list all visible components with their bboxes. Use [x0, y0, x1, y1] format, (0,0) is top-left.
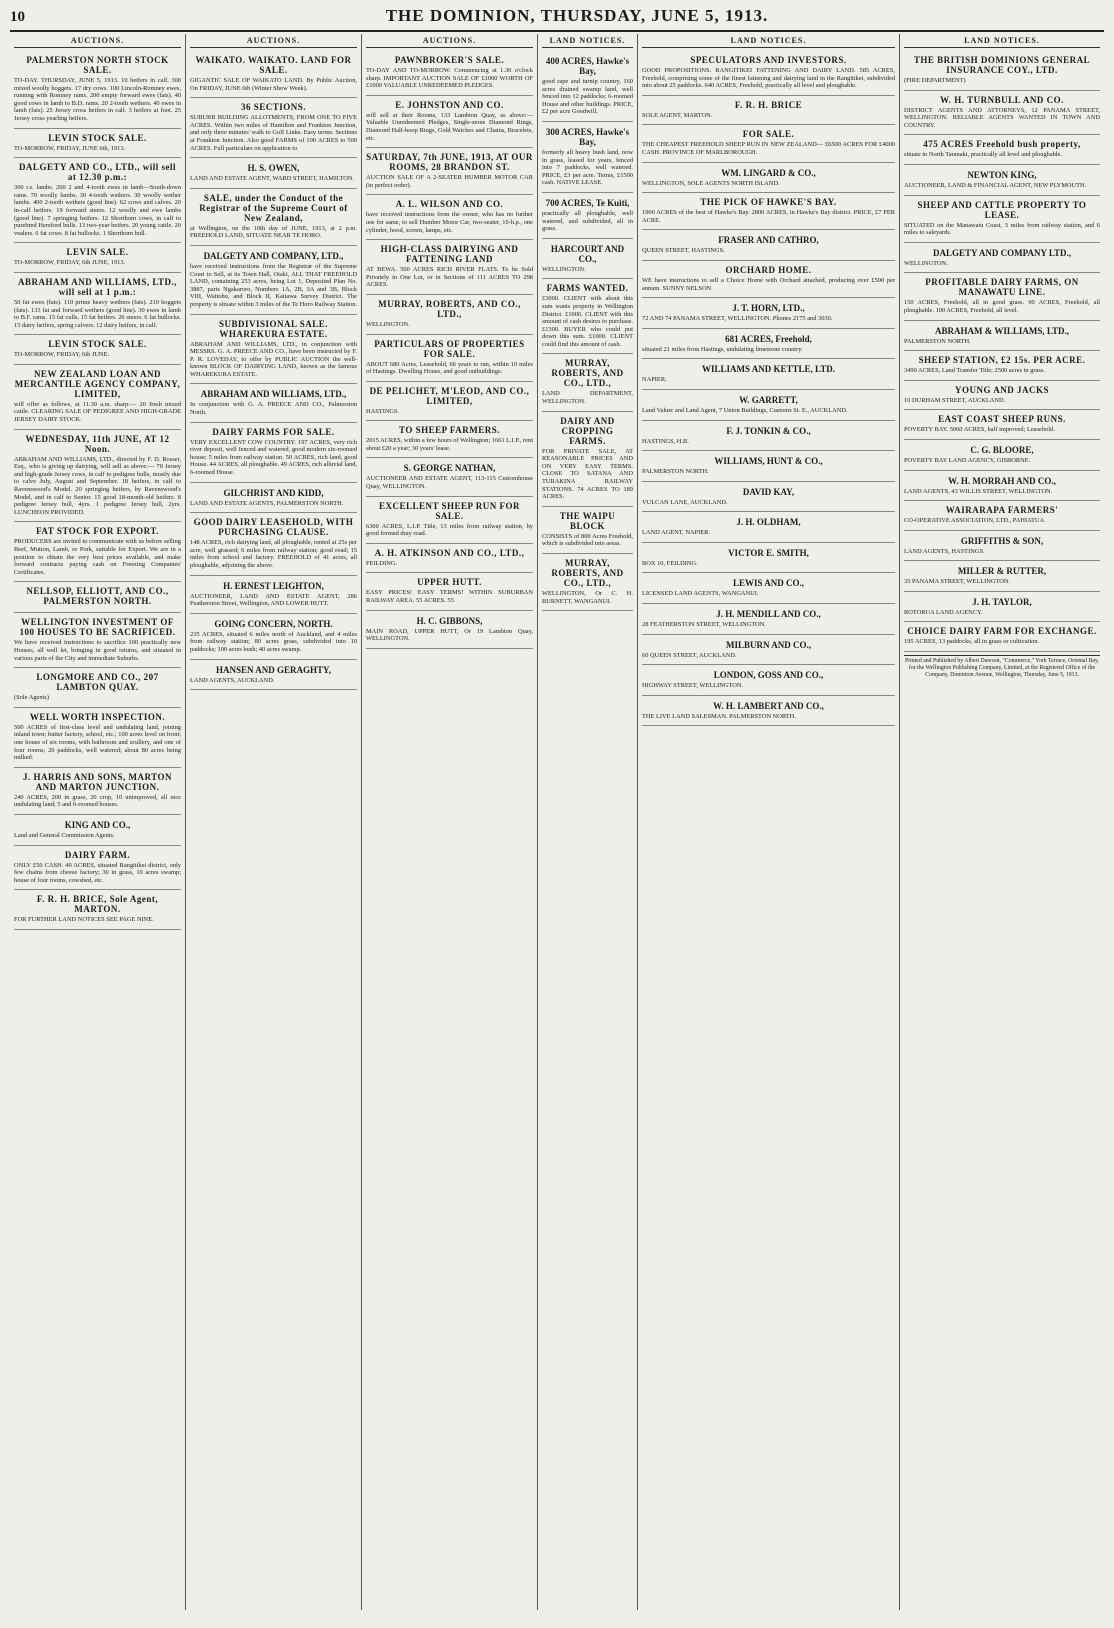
advertisement	[904, 531, 1100, 562]
ad-title: NELLSOP, ELLIOTT, AND CO., PALMERSTON NORTH.	[26, 586, 169, 607]
ad-title: DE PELICHET, M'LEOD, AND CO., LIMITED,	[369, 385, 530, 406]
advertisement	[366, 51, 533, 96]
ad-body: WELLINGTON, SOLE AGENTS NORTH ISLAND.	[642, 179, 780, 187]
ad-title: WELL WORTH INSPECTION.	[29, 711, 166, 722]
ad-body: 150 ACRES, Freehold, all in good grass. 90 ACRES, Freehold, all ploughable. 100 ACRES, Freehold, all level.	[904, 299, 1100, 314]
advertisement	[904, 561, 1100, 592]
ad-title: SUBDIVISIONAL SALE. WHAREKURA ESTATE.	[218, 318, 329, 339]
ad-title: TO SHEEP FARMERS.	[399, 425, 500, 436]
ad-body: In conjunction with G. A. PREECE AND CO., Palmerston North.	[190, 401, 357, 417]
ad-title: J. T. HORN, LTD.,	[732, 303, 805, 314]
ad-title: J. H. TAYLOR,	[972, 596, 1032, 607]
advertisement	[190, 660, 357, 691]
advertisement	[366, 458, 533, 496]
advertisement	[366, 573, 533, 610]
ad-body: SITUATED on the Manawatu Coast, 3 miles from railway station, and 6 miles to saleyards.	[904, 221, 1100, 237]
ad-title: VICTOR E. SMITH,	[728, 547, 809, 558]
ad-body: CONSISTS of 800 Acres Freehold, which is subdivided into areas.	[542, 532, 633, 548]
ad-title: DALGETY AND COMPANY, LTD.,	[203, 250, 344, 261]
advertisement	[542, 279, 633, 354]
ad-title: HANSEN AND GERAGHTY,	[216, 664, 331, 675]
ad-title: LEWIS AND CO.,	[732, 578, 804, 589]
ad-title: DAIRY AND CROPPING FARMS.	[560, 415, 615, 446]
ad-body: POVERTY BAY LAND AGENCY, GISBORNE.	[904, 456, 1031, 464]
imprint-footer: Printed and Published by Albert Dawson, "Commerce," York Terrace, Oriental Bay, for the Wellington Publishing Company, Limited, at the Registered Office of the Company, Dominion Avenue, Wellington, Thursday, June 5, 1913.	[904, 655, 1100, 679]
advertisement	[542, 507, 633, 554]
advertisement	[542, 412, 633, 507]
advertisement	[904, 273, 1100, 320]
ad-title: HIGH-CLASS DAIRYING AND FATTENING LAND	[380, 244, 519, 265]
ad-title: PROFITABLE DAIRY FARMS, ON MANAWATU LINE.	[925, 277, 1079, 298]
ad-body: VULCAN LANE, AUCKLAND.	[642, 498, 728, 506]
ad-title: SATURDAY, 7th JUNE, 1913, AT OUR ROOMS, 28 BRANDON ST.	[366, 152, 533, 173]
advertisement	[14, 51, 181, 129]
ad-title: W. H. TURNBULL AND CO.	[940, 94, 1064, 105]
ad-body: SUBURB BUILDING ALLOTMENTS, FROM ONE TO FIVE ACRES. Within two miles of Hamilton and Frankton Junction, and only three minutes' walk to Golf Links. Easy terms. Sections at Frankton Junction. Also good FARMS of 100 ACRES to 500 ACRES. Full particulars on application to	[190, 114, 357, 152]
advertisement	[642, 696, 895, 727]
advertisement	[642, 543, 895, 574]
ad-body: 50 fat ewes (fats). 110 prime heavy wethers (fats). 210 hoggets (fats). 133 fat and forward wethers (good line). 30 ewes in lamb to B.F. rams. 15 fat culls. 15 fat heifers. 26 steers. 6 fat bullocks. 15 dairy heifers, spring calvers. 12 dairy heifers, in calf.	[14, 298, 181, 329]
advertisement	[14, 430, 181, 523]
ad-title: FOR SALE.	[742, 129, 795, 140]
ad-body: LICENSED LAND AGENTS, WANGANUI.	[642, 590, 759, 598]
ad-title: THE PICK OF HAWKE'S BAY.	[700, 197, 837, 208]
column-heading: AUCTIONS.	[190, 34, 357, 48]
ad-body: WELLINGTON.	[904, 259, 948, 267]
ad-title: J. H. MENDILL AND CO.,	[716, 609, 821, 620]
ad-title: H. S. OWEN,	[247, 163, 300, 174]
column-5	[638, 34, 900, 1610]
advertisement	[642, 96, 895, 126]
ad-title: ABRAHAM & WILLIAMS, LTD.,	[934, 325, 1070, 336]
ad-title: MURRAY, ROBERTS, AND CO., LTD.,	[551, 558, 624, 588]
ad-body: TO-MORROW, FRIDAY, 6th JUNE.	[14, 351, 110, 359]
advertisement	[904, 91, 1100, 136]
ad-title: F. R. H. BRICE, Sole Agent, MARTON.	[36, 894, 159, 915]
ad-body: DISTRICT AGENTS AND ATTORNEYS, 12 PANAMA STREET, WELLINGTON. RELIABLE AGENTS WANTED IN TOWN AND COUNTRY.	[904, 106, 1100, 129]
advertisement	[642, 359, 895, 390]
advertisement	[642, 125, 895, 162]
ad-title: NEWTON KING,	[967, 169, 1037, 180]
advertisement	[366, 148, 533, 195]
ad-body: WE have instructions to sell a Choice Home with Orchard attached, producing over £500 per annum. SUNNY NELSON	[642, 276, 895, 292]
advertisement	[642, 163, 895, 194]
ad-title: 700 ACRES, Te Kuiti,	[545, 197, 630, 208]
advertisement	[642, 665, 895, 696]
advertisement	[642, 390, 895, 421]
ad-title: SPECULATORS AND INVESTORS.	[690, 55, 847, 65]
ad-body: 240 ACRES, 200 in grass, 20 crop, 10 unimproved, all nice undulating land; 5 and 6-roomed houses.	[14, 793, 181, 809]
advertisement	[190, 384, 357, 422]
ad-body: TO-MORROW, FRIDAY, 6th JUNE, 1913.	[14, 259, 126, 267]
ad-title: THE BRITISH DOMINIONS GENERAL INSURANCE COY., LTD.	[913, 55, 1091, 75]
ad-title: LEVIN SALE.	[66, 247, 129, 258]
ad-body: 10 DURHAM STREET, AUCKLAND.	[904, 396, 1006, 404]
ad-body: SOLE AGENT, MARTON.	[642, 111, 713, 119]
ad-title: EAST COAST SHEEP RUNS.	[938, 414, 1066, 425]
advertisement	[366, 295, 533, 335]
advertisement	[14, 522, 181, 582]
ad-title: 681 ACRES, Freehold,	[725, 333, 812, 344]
ad-body: 2015 ACRES, within a few hours of Wellington; 1661 L.I.P., rent about £20 a year; 30 years' lease.	[366, 437, 533, 452]
ad-title: SALE, under the Conduct of the Registrar of the Supreme Court of New Zealand,	[199, 192, 348, 223]
advertisement	[366, 240, 533, 295]
column-3	[362, 34, 538, 1610]
advertisement	[366, 544, 533, 574]
ad-body: £3000. CLIENT with about this sum wants property in Wellington District. £1000. CLIENT with this amount of cash desires to purchase. £1300. BUYER who could put down this sum. £1000. CLIENT could find this amount of cash.	[542, 295, 633, 348]
advertisement	[14, 582, 181, 613]
column-1	[10, 34, 186, 1610]
ad-body: LAND AGENTS, AUCKLAND.	[190, 676, 275, 684]
advertisement	[14, 158, 181, 243]
ad-body: LAND AGENT, NAPIER.	[642, 529, 711, 537]
ad-body: ROTORUA LAND AGENCY.	[904, 608, 983, 616]
advertisement	[366, 421, 533, 458]
column-heading: AUCTIONS.	[366, 34, 533, 48]
ad-title: FAT STOCK FOR EXPORT.	[36, 526, 159, 537]
column-heading: LAND NOTICES.	[542, 34, 633, 48]
ad-body: 60 QUEEN STREET, AUCKLAND.	[642, 651, 737, 659]
ad-title: A. L. WILSON AND CO.	[395, 199, 504, 210]
column-6	[900, 34, 1104, 1610]
advertisement	[366, 335, 533, 382]
advertisement	[642, 329, 895, 360]
ad-body: 195 ACRES, 13 paddocks, all in grass or cultivation.	[904, 638, 1040, 646]
advertisement	[904, 51, 1100, 91]
ad-title: H. C. GIBBONS,	[416, 615, 483, 626]
ad-title: A. H. ATKINSON AND CO., LTD.,	[374, 547, 525, 558]
advertisement	[190, 483, 357, 514]
ad-title: EXCELLENT SHEEP RUN FOR SALE.	[378, 500, 521, 521]
ad-body: NAPIER.	[642, 376, 667, 384]
ad-body: practically all ploughable, well watered, and subdivided, all in grass.	[542, 209, 633, 233]
advertisement	[14, 243, 181, 273]
ad-title: ORCHARD HOME.	[725, 264, 812, 275]
advertisement	[366, 611, 533, 649]
ad-body: PALMERSTON NORTH.	[904, 337, 971, 345]
ad-body: HIGHWAY STREET, WELLINGTON.	[642, 682, 744, 690]
ad-title: WAIRARAPA FARMERS'	[945, 505, 1059, 516]
ad-body: CO-OPERATIVE ASSOCIATION, LTD., PAHIATUA.	[904, 517, 1046, 525]
ad-title: HARCOURT AND CO.,	[550, 243, 625, 264]
ad-body: situated 21 miles from Hastings, undulating limestone country.	[642, 345, 803, 353]
column-2	[186, 34, 362, 1610]
advertisement	[190, 98, 357, 158]
ad-body: PALMERSTON NORTH.	[642, 468, 709, 476]
ad-body: LAND DEPARTMENT, WELLINGTON.	[542, 390, 633, 406]
ad-body: 35 PANAMA STREET, WELLINGTON.	[904, 578, 1011, 586]
newspaper-page	[10, 6, 1104, 1612]
ad-title: 475 ACRES Freehold bush property,	[923, 139, 1081, 150]
ad-body: ABOUT 680 Acres, Leasehold, 66 years to run, within 10 miles of Hastings. Dwelling House, and good outbuildings.	[366, 360, 533, 376]
advertisement	[904, 135, 1100, 165]
advertisement	[904, 592, 1100, 623]
ad-body: formerly all heavy bush land, now in grass, leased for years, fenced into 7 paddocks, well watered. PRICE, £3 per acre. Terms, £1500 cash. NATIVE LEASE.	[542, 148, 633, 187]
advertisement	[366, 96, 533, 148]
newspaper-title: THE DOMINION, THURSDAY, JUNE 5, 1913.	[385, 6, 769, 25]
column-4	[538, 34, 638, 1610]
ad-title: LONGMORE AND CO., 207 LAMBTON QUAY.	[36, 672, 159, 693]
ad-body: will offer as follows, at 11.30 a.m. sharp:— 20 fresh mixed cattle. CLEARING SALE OF PEDIGREE AND HIGH-GRADE JERSEY DAIRY STOCK.	[14, 400, 181, 424]
ad-body: at Wellington, on the 10th day of JUNE, 1913, at 2 p.m. FREEHOLD LAND, SITUATE NEAR TE HORO.	[190, 224, 357, 240]
advertisement	[14, 129, 181, 159]
advertisement	[14, 890, 181, 930]
advertisement	[642, 635, 895, 666]
advertisement	[190, 189, 357, 246]
advertisement	[190, 513, 357, 575]
ad-title: DAIRY FARM.	[64, 849, 131, 860]
ad-body: QUEEN STREET, HASTINGS.	[642, 247, 725, 255]
ad-title: WELLINGTON INVESTMENT OF 100 HOUSES TO BE SACRIFICED.	[19, 617, 176, 638]
ad-title: SHEEP AND CATTLE PROPERTY TO LEASE.	[917, 199, 1087, 220]
ad-title: GILCHRIST AND KIDD,	[223, 487, 324, 498]
ad-body: LAND AGENTS, HASTINGS.	[904, 547, 985, 555]
advertisement	[14, 768, 181, 815]
ad-title: DALGETY AND COMPANY LTD.,	[932, 247, 1072, 258]
ad-body: Land Valuer and Land Agent, 7 Union Buildings, Customs St. E., AUCKLAND.	[642, 406, 848, 414]
ad-body: EASY PRICES! EASY TERMS! WITHIN SUBURBAN RAILWAY AREA. 55 ACRES. 55	[366, 589, 533, 605]
advertisement	[904, 243, 1100, 274]
ad-body: WELLINGTON.	[366, 320, 410, 328]
ad-body: FOR FURTHER LAND NOTICES SEE PAGE NINE.	[14, 916, 154, 924]
ad-title: F. R. H. BRICE	[734, 99, 803, 110]
ad-title: WILLIAMS AND KETTLE, LTD.	[702, 364, 835, 375]
advertisement	[14, 846, 181, 891]
ad-body: FEILDING.	[366, 559, 398, 567]
ad-title: J. HARRIS AND SONS, MARTON AND MARTON JUNCTION.	[22, 771, 173, 792]
ad-body: 72 AND 74 PANAMA STREET, WELLINGTON. Phones 2175 and 3030.	[642, 315, 833, 323]
ad-body: ABRAHAM AND WILLIAMS, LTD., directed by F. D. Rosser, Esq., who is giving up dairying, will sell as above:— 70 Jersey and high-grade Jersey cows, in calf to pedigree bulls, mostly due to calve July, August and September. 18 heifers, in calf to Ravenswood's Model. 20 springing heifers, by Ravenswood's Model, and in calf to Senior. 15 good 18-month-old heifers. 8 pedigree Jersey bull, 4yrs. 1 pedigree Jersey bull, 2yrs. LUNCHEON PROVIDED.	[14, 455, 181, 516]
ad-body: AUCTIONEER, LAND & FINANCIAL AGENT, NEW PLYMOUTH.	[904, 181, 1087, 189]
ad-body: situate in North Taranaki, practically all level and ploughable.	[904, 151, 1063, 159]
advertisement	[642, 193, 895, 230]
ad-title: J. H. OLDHAM,	[736, 517, 801, 528]
ad-body: We have received instructions to sacrifice 100 practically new Houses, all well let, bringing in good returns, and situated in various parts of the City and immediate Suburbs.	[14, 639, 181, 662]
ad-body: have received instructions from the owner, who has no further use for same, to sell Humber Motor Car, two-seater, 10-h.p., one cylinder, hood, screen, lamps, etc.	[366, 211, 533, 234]
ad-body: (FIRE DEPARTMENT)	[904, 77, 966, 84]
ad-body: WELLINGTON, Or C. H. BURNETT, WANGANUI.	[542, 590, 633, 605]
ad-body: MAIN ROAD, UPPER HUTT, Or 19 Lambton Quay, WELLINGTON.	[366, 627, 533, 643]
ad-title: DAVID KAY,	[742, 486, 795, 497]
ad-title: 300 ACRES, Hawke's Bay,	[545, 126, 630, 147]
ad-title: W. GARRETT,	[739, 394, 798, 405]
ad-title: PALMERSTON NORTH STOCK SALE.	[26, 55, 169, 75]
advertisement	[642, 604, 895, 635]
ad-body: 3490 ACRES, Land Transfer Title; 2500 acres in grass.	[904, 367, 1045, 375]
ad-body: (Sole Agents)	[14, 694, 49, 702]
ad-title: YOUNG AND JACKS	[954, 384, 1049, 395]
ad-body: BOX 10, FEILDING.	[642, 559, 698, 567]
ad-body: 500 ACRES of first-class level and undulating land, joining inland town; butter factory, school, etc.; 100 acres level on front; one house of six rooms, with bathroom and scullery, and one of four rooms; 20 paddocks, well watered; about 80 acres being milked.	[14, 723, 181, 762]
ad-body: TO-DAY. THURSDAY, JUNE 5, 1913. 10 heifers in calf. 300 mixed woolly hoggets. 17 dry cows. 100 Lincoln-Romney ewes, running with Romney rams. 200 empty forward ewes (fats). 40 good cows in lamb to B.D. rams. 20 2-tooth wethers. 40 ewes in lamb (fats). 25 Jersey cross heifers in calf. 3 heifers at foot. 25 Jersey cross yearling heifers.	[14, 77, 181, 122]
ad-title: ABRAHAM AND WILLIAMS, LTD., will sell at 1 p.m.:	[17, 276, 178, 297]
ad-body: HASTINGS.	[366, 407, 400, 415]
ad-title: LEVIN STOCK SALE.	[48, 132, 147, 143]
advertisement	[366, 497, 533, 544]
ad-body: AUCTIONEER AND ESTATE AGENT, 113-115 Customhouse Quay, WELLINGTON.	[366, 475, 533, 491]
ad-body: FOR PRIVATE SALE, AT REASONABLE PRICES AND ON VERY EASY TERMS. CLOSE TO SATANA AND TURAKINA RAILWAY STATIONS. 74 ACRES TO 189 ACRES.	[542, 447, 633, 501]
ad-title: DAIRY FARMS FOR SALE.	[212, 426, 335, 437]
advertisement	[14, 273, 181, 335]
advertisement	[642, 512, 895, 543]
ad-body: AUCTION SALE OF A 2-SEATER HUMBER MOTOR CAR (in perfect order).	[366, 174, 533, 189]
ad-body: good rape and turnip country, 160 acres drained swamp land, well fenced into 12 paddocks; 6-roomed House and other buildings. PRICE, £2 per acre Goodwill.	[542, 78, 633, 116]
advertisement	[14, 668, 181, 708]
advertisement	[904, 501, 1100, 531]
advertisement	[366, 382, 533, 422]
ad-body: POVERTY BAY. 5060 ACRES, half improved; Leasehold.	[904, 426, 1055, 434]
ad-title: LONDON, GOSS AND CO.,	[713, 670, 824, 681]
ad-title: GOOD DAIRY LEASEHOLD, WITH PURCHASING CLAUSE.	[193, 517, 354, 538]
columns	[10, 34, 1104, 1610]
advertisement	[190, 315, 357, 385]
advertisement	[904, 622, 1100, 652]
advertisement	[642, 573, 895, 604]
advertisement	[904, 471, 1100, 502]
ad-body: THE LIVE LAND SALESMAN. PALMERSTON NORTH.	[642, 712, 796, 720]
ad-body: have received instructions from the Registrar of the Supreme Court to Sell, at its Town Hall, Otaki, ALL THAT FREEHOLD LAND, containing 253 acres, being Lot 1, Deposited Plan No. 3887, parts Ngakaroro, Numbers 1A, 2B, 3A and 3B, Block VIII, Waitohu, and Block II, Kaitawa Survey District. The property is situate within 3 miles of the Te Horo Railway Station.	[190, 262, 357, 308]
advertisement	[904, 196, 1100, 243]
ad-body: PRODUCERS are invited to communicate with us before selling Beef, Mutton, Lamb, or Pork, suitable for Export. We are in a position to obtain the very best prices available, and make forward contracts paying cash on Freezing Companies' Certificates.	[14, 538, 181, 576]
advertisement	[14, 708, 181, 768]
column-heading: LAND NOTICES.	[642, 34, 895, 48]
ad-body: LAND AGENTS, 43 WILLIS STREET, WELLINGTON.	[904, 487, 1053, 495]
advertisement	[542, 193, 633, 239]
advertisement	[642, 482, 895, 513]
ad-title: H. ERNEST LEIGHTON,	[223, 580, 324, 591]
ad-title: WILLIAMS, HUNT & CO.,	[714, 456, 823, 467]
ad-title: DALGETY AND CO., LTD., will sell at 12.30 p.m.:	[18, 162, 177, 183]
column-heading: LAND NOTICES.	[904, 34, 1100, 48]
ad-body: THE CHEAPEST FREEHOLD SHEEP RUN IN NEW ZEALAND— £6500 ACRES FOR £4000 CASH. PROVINCE OF MARLBOROUGH.	[642, 141, 895, 156]
ad-body: GIGANTIC SALE OF WAIKATO LAND. By Public Auction, On FRIDAY, JUNE 6th (Winter Show Week).	[190, 77, 357, 92]
ad-title: MILBURN AND CO.,	[725, 639, 811, 650]
ad-body: 235 ACRES, situated 6 miles north of Auckland, and 4 miles from railway station; 80 acres grass, subdivided into 10 paddocks; 100 acres bush; 40 acres swamp.	[190, 630, 357, 653]
ad-title: GOING CONCERN, NORTH.	[214, 618, 333, 629]
ad-body: ABRAHAM AND WILLIAMS, LTD., in conjunction with MESSRS. G. A. PREECE AND CO., have been instructed by F. P. R. LOVEDAY, to offer by PUBLIC AUCTION the well-known BLOCK OF DAIRYING LAND, known as the famous WHAREKURA ESTATE.	[190, 340, 357, 378]
ad-title: S. GEORGE NATHAN,	[403, 463, 496, 474]
ad-body: AUCTIONEER, LAND AND ESTATE AGENT, 286 Featherston Street, Wellington, AND LOWER HUTT.	[190, 592, 357, 608]
ad-body: 6300 ACRES, L.I.P. Title, 13 miles from railway station, by good formed dray road.	[366, 522, 533, 538]
ad-title: FRASER AND CATHRO,	[718, 235, 819, 246]
ad-title: FARMS WANTED.	[546, 283, 629, 294]
advertisement	[642, 261, 895, 298]
ad-title: MILLER & RUTTER,	[957, 566, 1047, 577]
ad-body: HASTINGS, H.B.	[642, 437, 689, 445]
advertisement	[190, 51, 357, 98]
ad-title: UPPER HUTT.	[417, 577, 482, 588]
advertisement	[190, 158, 357, 189]
advertisement	[542, 239, 633, 280]
ad-title: WM. LINGARD & CO.,	[721, 167, 816, 178]
advertisement	[904, 321, 1100, 352]
advertisement	[542, 51, 633, 122]
ad-body: Land and General Commission Agents.	[14, 831, 115, 839]
advertisement	[904, 440, 1100, 471]
page-number: 10	[10, 9, 25, 25]
ad-title: 400 ACRES, Hawke's Bay,	[545, 56, 630, 76]
advertisement	[904, 410, 1100, 440]
column-heading: AUCTIONS.	[14, 34, 181, 48]
ad-title: C. G. BLOORE,	[970, 444, 1034, 455]
advertisement	[904, 381, 1100, 411]
ad-title: MURRAY, ROBERTS, AND CO., LTD.,	[551, 358, 624, 389]
advertisement	[14, 365, 181, 430]
ad-title: ABRAHAM AND WILLIAMS, LTD.,	[200, 389, 347, 400]
ad-title: WAIKATO. WAIKATO. LAND FOR SALE.	[195, 55, 352, 75]
ad-title: GRIFFITHS & SON,	[960, 535, 1044, 546]
ad-title: WEDNESDAY, 11th JUNE, AT 12 Noon.	[25, 433, 170, 454]
ad-title: PAWNBROKER'S SALE.	[394, 55, 505, 65]
ad-body: GOOD PROPOSITIONS. RANGITIKEI FATTENING AND DAIRY LAND. 585 ACRES, Freehold, comprising some of the finest fattening and dairying land in the Rangitikei, subdivided into about 25 paddocks. 640 ACRES, Freehold, practically all level and ploughable.	[642, 67, 895, 90]
ad-body: VERY EXCELLENT COW COUNTRY. 197 ACRES, very rich river deposit, well fenced and watered, good modern six-roomed house; 5 miles from railway station. 50 ACRES, rich land, good House. 44 ACRES, all ploughable. 49 ACRES, rich alluvial land, 6-roomed House.	[190, 438, 357, 477]
ad-body: AT BEWA. 500 ACRES RICH RIVER FLATS. To be Sold Privately in One Lot, or in Sections of 111 ACRES TO 298 ACRES.	[366, 266, 533, 289]
ad-title: W. H. MORRAH AND CO.,	[948, 475, 1056, 486]
ad-body: WELLINGTON.	[542, 265, 586, 273]
advertisement	[542, 354, 633, 411]
ad-body: ONLY £50 CASH. 40 ACRES, situated Rangitikei district, only few chains from cheese factory; 30 in grass, 10 acres swamp; house of four rooms, cowshed, etc.	[14, 861, 181, 884]
ad-body: TO-MORROW, FRIDAY, JUNE 6th, 1913.	[14, 144, 126, 152]
advertisement	[642, 451, 895, 482]
advertisement	[190, 246, 357, 315]
ad-title: 36 SECTIONS.	[240, 102, 307, 113]
advertisement	[14, 815, 181, 846]
advertisement	[542, 554, 633, 611]
advertisement	[904, 351, 1100, 381]
ad-title: THE WAIPU BLOCK	[559, 510, 616, 531]
ad-body: LAND AND ESTATE AGENT, WARD STREET, HAMILTON.	[190, 175, 355, 183]
ad-title: W. H. LAMBERT AND CO.,	[713, 700, 824, 711]
masthead	[10, 6, 1104, 32]
ad-title: E. JOHNSTON AND CO.	[395, 99, 504, 110]
ad-title: PARTICULARS OF PROPERTIES FOR SALE.	[374, 338, 525, 359]
advertisement	[642, 230, 895, 261]
ad-title: NEW ZEALAND LOAN AND MERCANTILE AGENCY COMPANY, LIMITED,	[14, 368, 181, 399]
advertisement	[14, 335, 181, 365]
advertisement	[366, 195, 533, 240]
ad-body: will sell at their Rooms, 133 Lambton Quay, as above:— Valuable Unredeemed Pledges, Single-stone Diamond Rings, Diamond Half-hoop Rings, Gold Watches and Chains, Bracelets, etc.	[366, 111, 533, 142]
ad-title: KING AND CO.,	[64, 819, 131, 830]
advertisement	[642, 51, 895, 96]
ad-body: TO-DAY AND TO-MORROW. Commencing at 1.30 o'clock sharp. IMPORTANT AUCTION SALE OF £1000 WORTH OF £1000 VALUABLE UNREDEEMED PLEDGES.	[366, 67, 533, 90]
ad-title: SHEEP STATION, £2 15s. PER ACRE.	[918, 355, 1086, 366]
ad-body: 300 r.s. lambs. 200 2 and 4-tooth ewes in lamb—South-down rams. 70 woolly lambs. 30 4-tooth wethers. 30 woolly wether lambs. 400 2-tooth wethers (good line). 62 cows and calves. 20 in-calf heifers. 19 forward steers. 12 woolly and ewe lambs (good line). 7 springing heifers. 12 Shorthorn cows, in calf to purebred Hereford bulls. 13 two-year heifers. 20 young cattle. 20 vealers. 6 fat cows. 8 fat bullocks. 1 Shorthorn bull.	[14, 184, 181, 237]
ad-body: 28 FEATHERSTON STREET, WELLINGTON.	[642, 621, 766, 629]
ad-title: LEVIN STOCK SALE.	[48, 339, 147, 350]
advertisement	[542, 122, 633, 193]
ad-body: 1900 ACRES of the best of Hawke's Bay. 2800 ACRES, in Hawke's Bay district. PRICE, £7 PER ACRE.	[642, 209, 895, 224]
advertisement	[904, 165, 1100, 196]
advertisement	[190, 576, 357, 614]
advertisement	[642, 298, 895, 329]
advertisement	[642, 421, 895, 452]
advertisement	[190, 423, 357, 483]
ad-title: CHOICE DAIRY FARM FOR EXCHANGE.	[907, 626, 1097, 637]
ad-body: LAND AND ESTATE AGENTS, PALMERSTON NORTH.	[190, 499, 344, 507]
advertisement	[190, 614, 357, 660]
ad-title: MURRAY, ROBERTS, AND CO., LTD.,	[378, 298, 521, 319]
ad-body: 148 ACRES, rich dairying land, all ploughable, rented at 25s per acre, well grassed; 6 miles from railway station; good road; 15 miles from school and factory. FREEHOLD of 41 acres, all ploughable, adjoining the above.	[190, 539, 357, 569]
advertisement	[14, 613, 181, 668]
ad-title: F. J. TONKIN & CO.,	[726, 425, 811, 436]
